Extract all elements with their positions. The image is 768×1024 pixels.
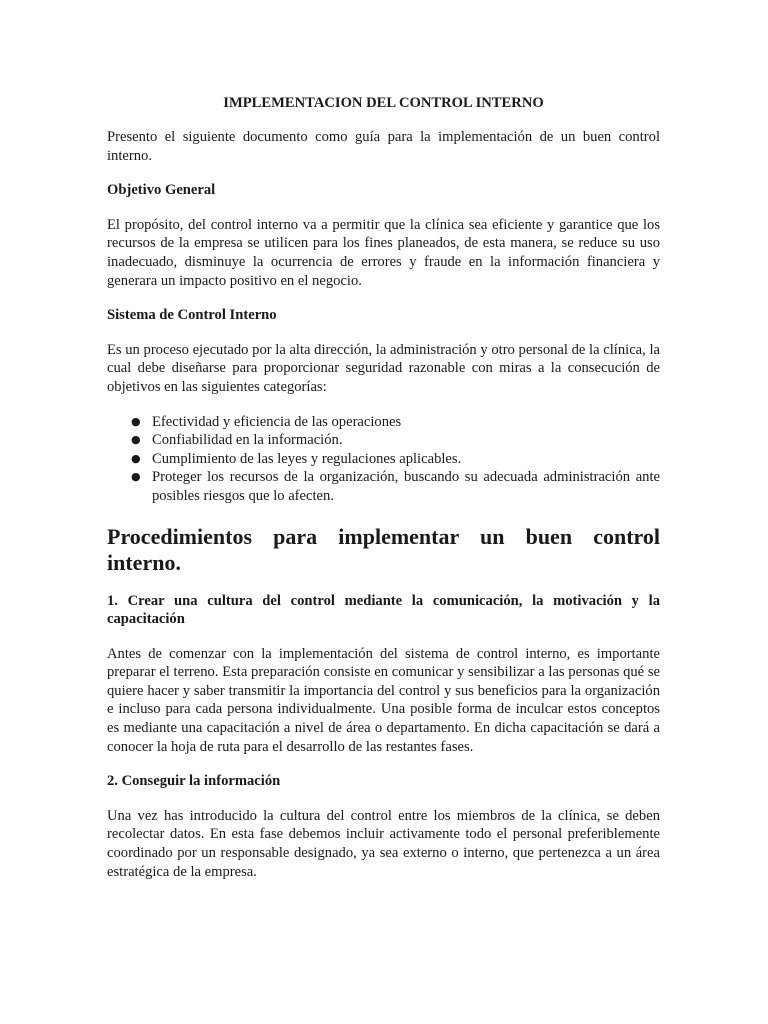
step-body-2: Una vez has introducido la cultura del control entre los miembros de la clínica, se deben recolectar datos. En esta fase debemos incluir activamente todo el personal preferiblemente coordinado por un responsable designado, ya sea externo o interno, que pertenezca a un área estratégica de la empresa. bbox=[107, 807, 660, 880]
bullet-icon: ● bbox=[131, 414, 141, 428]
section-heading-sistema: Sistema de Control Interno bbox=[107, 307, 277, 324]
list-item: ● Efectividad y eficiencia de las operaciones bbox=[131, 413, 402, 430]
categories-list bbox=[107, 413, 660, 506]
step-heading-1: 1. Crear una cultura del control mediante la comunicación, la motivación y la capacitación bbox=[107, 592, 660, 628]
bullet-icon: ● bbox=[131, 470, 141, 484]
bullet-icon: ● bbox=[131, 451, 141, 465]
list-item: ● Cumplimiento de las leyes y regulaciones aplicables. bbox=[131, 450, 462, 467]
section-heading-objetivo: Objetivo General bbox=[107, 182, 216, 199]
section-body-objetivo: El propósito, del control interno va a permitir que la clínica sea eficiente y garantice que los recursos de la empresa se utilicen para los fines planeados, de esta manera, se reduce su uso inadecuado, disminuye la ocurrencia de errores y fraude en la información financiera y generara un impacto positivo en el negocio. bbox=[107, 216, 660, 289]
list-item: ● Confiabilidad en la información. bbox=[131, 432, 343, 449]
step-heading-2: 2. Conseguir la información bbox=[107, 773, 281, 790]
procedures-heading: Procedimientos para implementar un buen control interno. bbox=[107, 523, 660, 575]
section-body-sistema: Es un proceso ejecutado por la alta dirección, la administración y otro personal de la clínica, la cual debe diseñarse para proporcionar seguridad razonable con miras a la consecución de objetivos en las siguientes categorías: bbox=[107, 341, 660, 395]
bullet-icon: ● bbox=[131, 433, 141, 447]
step-body-1: Antes de comenzar con la implementación del sistema de control interno, es importante preparar el terreno. Esta preparación consiste en comunicar y sensibilizar a las personas qué se quiere hacer y saber transmitir la importancia del control y sus beneficios para la organización e incluso para cada persona individualmente. Una posible forma de inculcar estos conceptos es mediante una capacitación a nivel de área o departamento. En dicha capacitación se dará a conocer la hoja de ruta para el desarrollo de las restantes fases. bbox=[107, 645, 660, 755]
intro-paragraph: Presento el siguiente documento como guía para la implementación de un buen control interno. bbox=[107, 129, 660, 164]
document-title: IMPLEMENTACION DEL CONTROL INTERNO bbox=[223, 95, 544, 111]
list-item: ● Proteger los recursos de la organización, buscando su adecuada administración ante posibles riesgos que lo afecten. bbox=[131, 469, 660, 504]
document-page bbox=[107, 94, 660, 897]
